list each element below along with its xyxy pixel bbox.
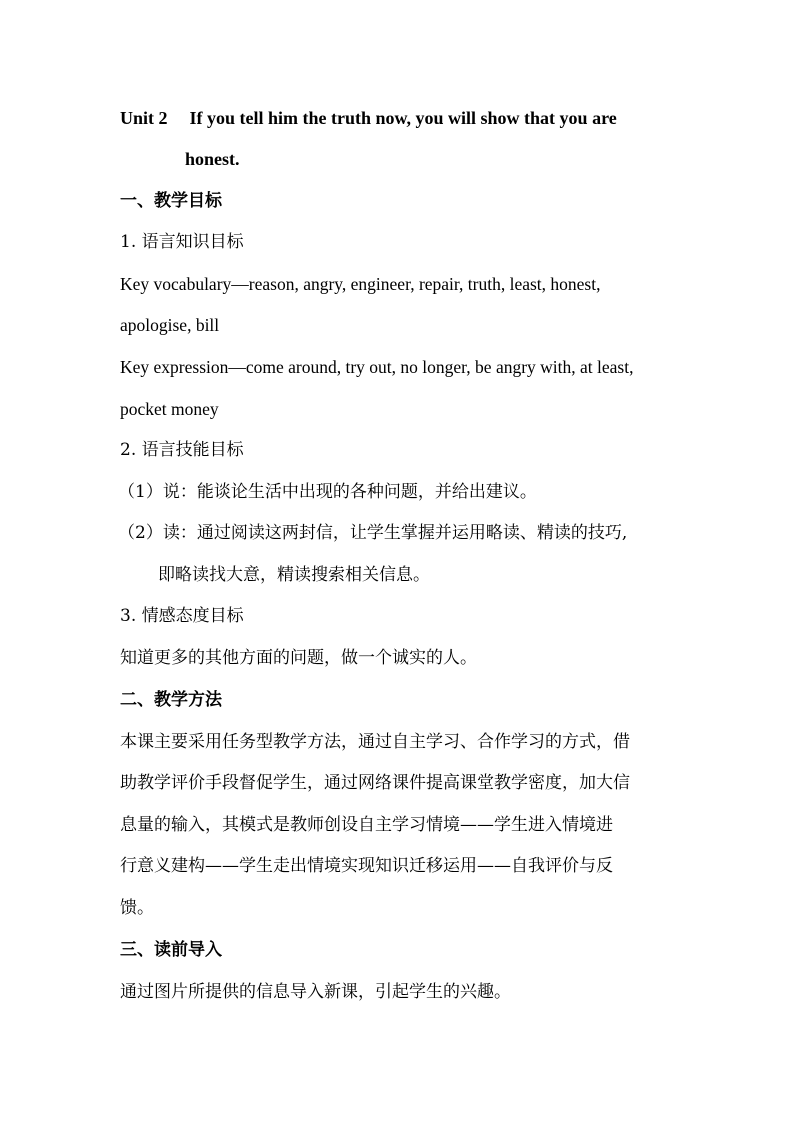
skill-reading-line-1: （2）读：通过阅读这两封信，让学生掌握并运用略读、精读的技巧, (118, 523, 628, 543)
skill-speaking: （1）说：能谈论生活中出现的各种问题，并给出建议。 (118, 482, 537, 502)
section-heading-methods: 二、教学方法 (120, 690, 222, 710)
subheading-knowledge: 1. 语言知识目标 (120, 232, 244, 252)
vocabulary-line-1: Key vocabulary—reason, angry, engineer, repair, truth, least, honest, (120, 274, 601, 294)
section-heading-objectives: 一、教学目标 (120, 191, 222, 211)
subheading-skills: 2. 语言技能目标 (120, 440, 244, 460)
prereading-text: 通过图片所提供的信息导入新课，引起学生的兴趣。 (120, 982, 511, 1002)
title-line-2: honest. (185, 149, 240, 169)
methods-line-2: 助教学评价手段督促学生，通过网络课件提高课堂教学密度，加大信 (120, 773, 630, 793)
methods-line-3: 息量的输入，其模式是教师创设自主学习情境——学生进入情境进 (120, 815, 613, 835)
vocabulary-line-2: apologise, bill (120, 315, 220, 335)
methods-line-1: 本课主要采用任务型教学方法，通过自主学习、合作学习的方式，借 (120, 732, 630, 752)
expression-line-2: pocket money (120, 399, 219, 419)
methods-line-5: 馈。 (120, 898, 154, 918)
unit-label: Unit 2 (120, 108, 168, 128)
expression-line-1: Key expression—come around, try out, no longer, be angry with, at least, (120, 357, 634, 377)
methods-line-4: 行意义建构——学生走出情境实现知识迁移运用——自我评价与反 (120, 856, 613, 876)
title-text: If you tell him the truth now, you will show that you are (189, 108, 617, 128)
skill-reading-line-2: 即略读找大意，精读搜索相关信息。 (158, 565, 430, 585)
attitude-text: 知道更多的其他方面的问题，做一个诚实的人。 (120, 648, 477, 668)
subheading-attitude: 3. 情感态度目标 (120, 606, 244, 626)
section-heading-prereading: 三、读前导入 (120, 940, 222, 960)
title-line-1 (120, 106, 617, 130)
